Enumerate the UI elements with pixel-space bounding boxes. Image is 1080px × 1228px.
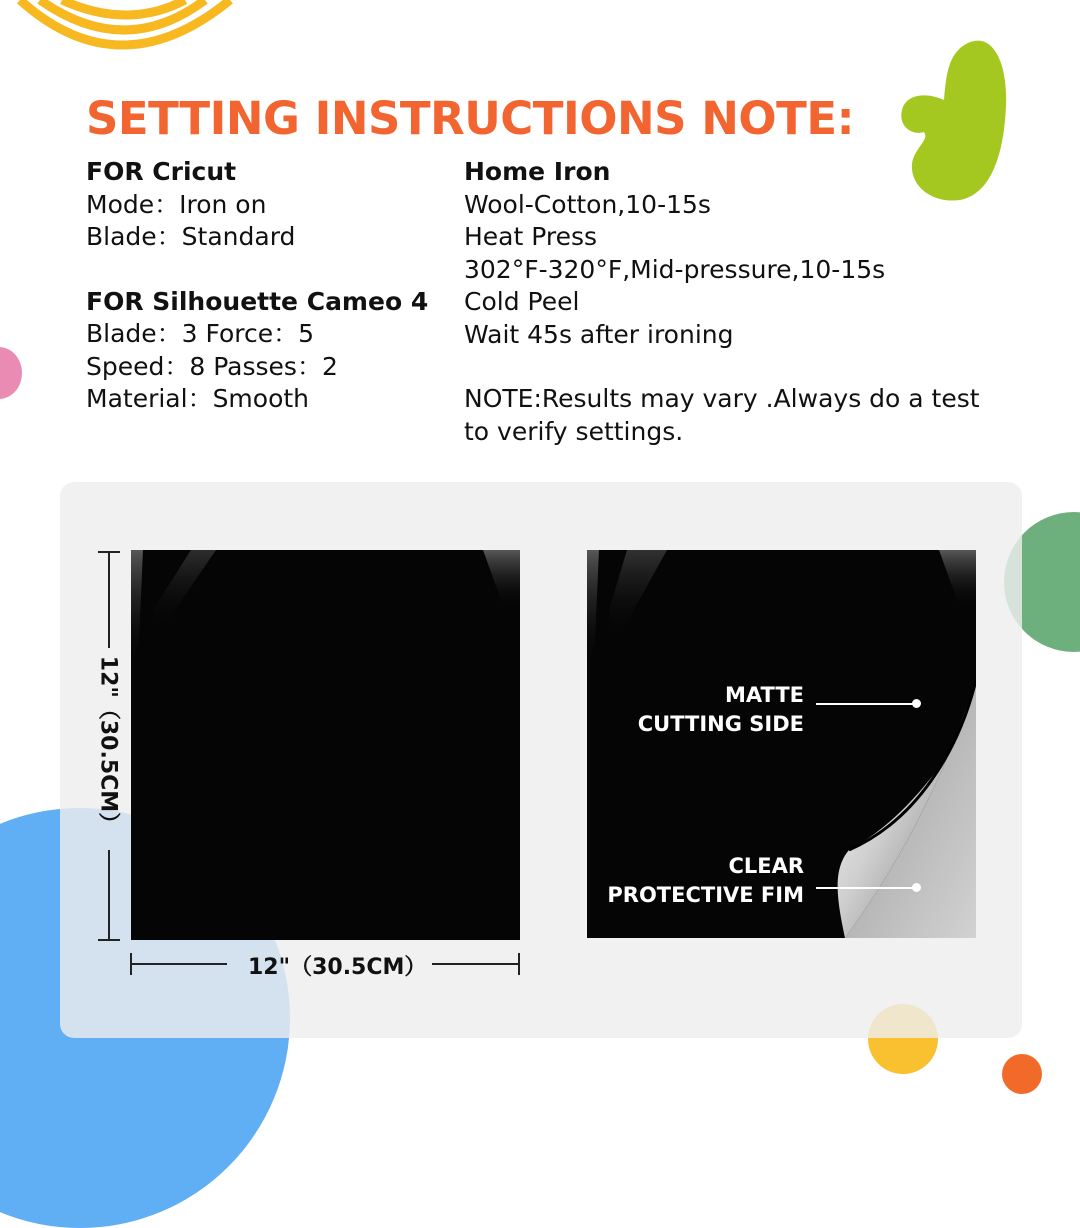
width-dim-line-right [432,963,520,965]
silhouette-heading: FOR Silhouette Cameo 4 [86,286,429,316]
height-dim-cap-top [98,551,120,553]
matte-leader-dot [912,699,921,708]
height-dim-cap-bottom [98,939,120,941]
height-dim-line-bottom [108,850,110,940]
silhouette-material: Material：Smooth [86,384,310,413]
note-line-1: NOTE:Results may vary .Always do a test [464,384,980,413]
heat-press-heading: Heat Press [464,222,598,251]
matte-side-callout [638,681,804,739]
decor-orange-circle [1002,1054,1042,1094]
peel-instruction: Cold Peel [464,287,580,316]
page-title: SETTING INSTRUCTIONS NOTE: [86,92,855,145]
cricut-heading: FOR Cricut [86,157,237,186]
width-dim-cap-left [130,953,132,975]
iron-settings [464,156,980,448]
height-dim-line-top [108,552,110,648]
decor-pink-circle [0,347,22,399]
home-iron-heading: Home Iron [464,157,611,186]
clear-leader-dot [912,883,921,892]
decor-yellow-arcs [0,0,300,90]
sheet-gloss [131,550,520,940]
note-line-2: to verify settings. [464,416,684,446]
matte-line-2: CUTTING SIDE [637,712,804,736]
silhouette-blade-force: Blade：3 Force：5 [86,319,315,348]
cricut-mode: Mode：Iron on [86,189,267,219]
matte-leader-line [816,703,916,705]
silhouette-speed-passes: Speed：8 Passes：2 [86,351,338,381]
clear-leader-line [816,887,916,889]
clear-line-1: CLEAR [728,854,804,878]
height-dimension-label: 12"（30.5CM） [95,655,121,835]
spacer [464,351,980,383]
clear-line-2: PROTECTIVE FIM [607,883,804,907]
home-iron-setting: Wool-Cotton,10-15s [464,189,711,219]
spacer [86,254,428,286]
heat-press-setting: 302°F-320°F,Mid-pressure,10-15s [464,254,886,284]
wait-instruction: Wait 45s after ironing [464,319,734,349]
vinyl-sheet-front [131,550,520,940]
cutter-settings [86,156,428,416]
width-dim-cap-right [518,953,520,975]
width-dim-line-left [131,963,227,965]
matte-line-1: MATTE [725,683,804,707]
clear-film-callout [607,852,804,910]
width-dimension-label: 12"（30.5CM） [248,955,427,980]
cricut-blade: Blade：Standard [86,222,296,251]
